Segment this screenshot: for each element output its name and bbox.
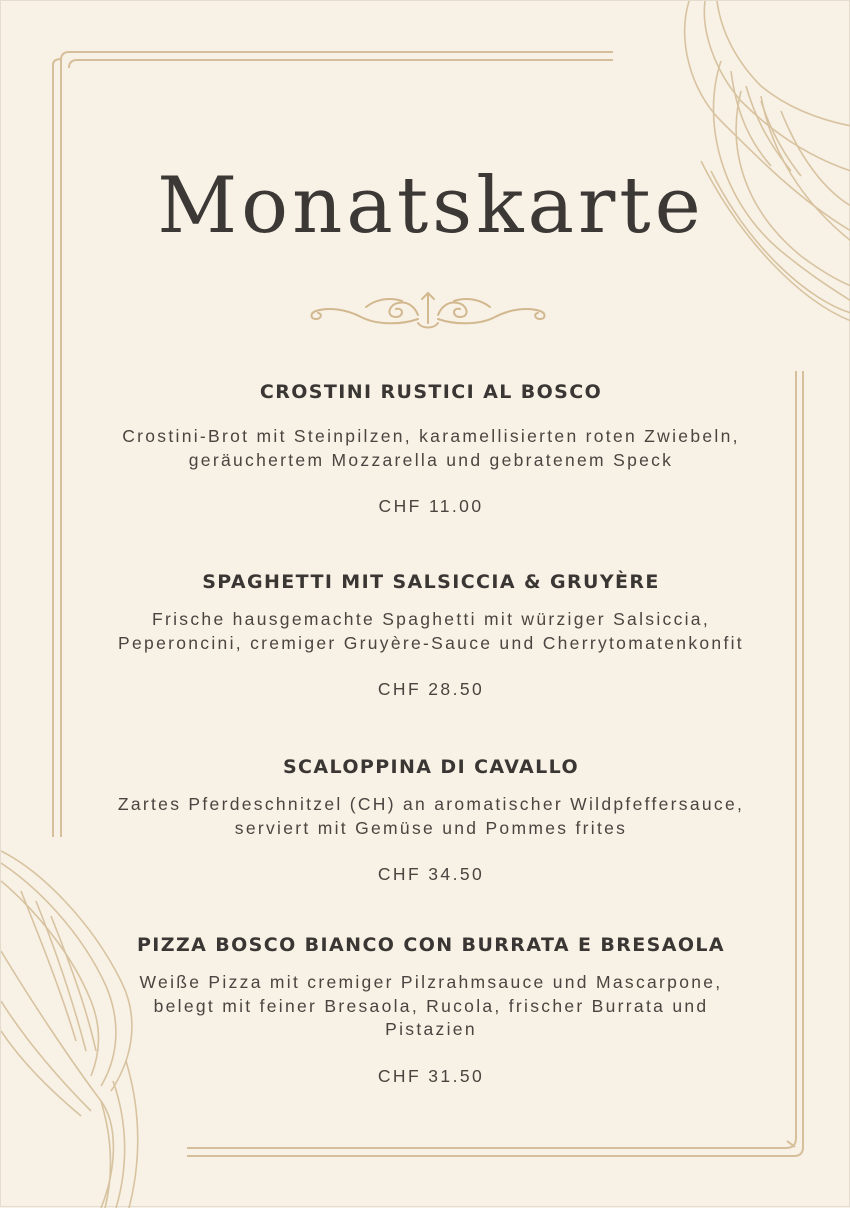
dish-name: PIZZA BOSCO BIANCO CON BURRATA E BRESAOLA	[136, 934, 726, 956]
dish-name: CROSTINI RUSTICI AL BOSCO	[259, 381, 603, 403]
menu-item	[101, 569, 761, 701]
dish-name: SCALOPPINA DI CAVALLO	[282, 756, 580, 778]
dish-price: CHF 34.50	[377, 864, 485, 884]
dish-price: CHF 31.50	[377, 1065, 485, 1086]
dish-name: SPAGHETTI MIT SALSICCIA & GRUYÈRE	[202, 571, 660, 593]
menu-item	[101, 754, 761, 886]
menu-item	[101, 932, 761, 1088]
dish-description: Zartes Pferdeschnitzel (CH) an aromatischer Wildpfeffersauce, serviert mit Gemüse und Pommes frites	[117, 794, 745, 838]
flourish-divider-icon	[306, 285, 551, 331]
dish-description: Frische hausgemachte Spaghetti mit würziger Salsiccia, Peperoncini, cremiger Gruyère-Sauce und Cherrytomatenkonfit	[118, 609, 744, 653]
dish-description: Weiße Pizza mit cremiger Pilzrahmsauce und Mascarpone, belegt mit feiner Bresaola, Rucola, frischer Burrata und Pistazien	[139, 972, 723, 1039]
menu-item	[101, 379, 761, 518]
dish-price: CHF 11.00	[378, 496, 484, 516]
page-title: Monatskarte	[157, 161, 705, 251]
dish-price: CHF 28.50	[377, 679, 485, 699]
dish-description: Crostini-Brot mit Steinpilzen, karamellisierten roten Zwiebeln, geräuchertem Mozzarella und gebratenem Speck	[122, 426, 740, 470]
